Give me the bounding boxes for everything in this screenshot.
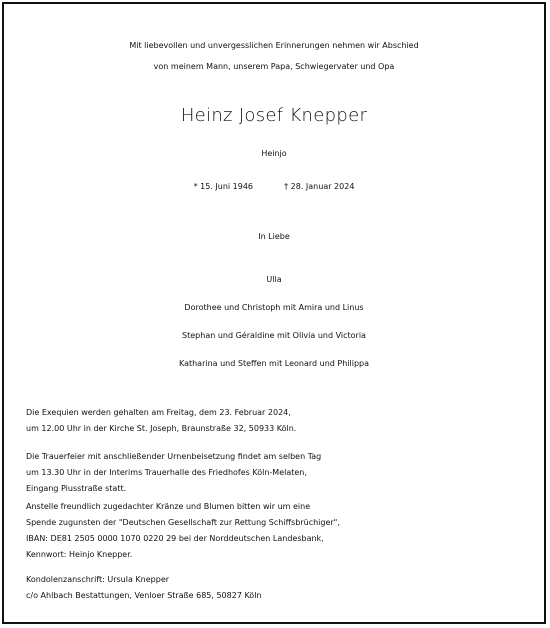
family-list <box>4 266 544 378</box>
donation-paragraph <box>26 499 526 563</box>
life-dates <box>4 182 544 191</box>
death-date: † 28. Januar 2024 <box>284 182 355 191</box>
deceased-name: Heinz Josef Knepper <box>180 105 368 126</box>
in-love-label: In Liebe <box>258 232 290 241</box>
intro-line: Mit liebevollen und unvergesslichen Erinnerungen nehmen wir Abschied <box>129 41 419 50</box>
text-line: Die Exequien werden gehalten am Freitag, dem 23. Februar 2024, <box>26 408 291 417</box>
text-line: c/o Ahlbach Bestattungen, Venloer Straße 685, 50827 Köln <box>26 591 262 600</box>
text-line: IBAN: DE81 2505 0000 1070 0220 29 bei der Norddeutschen Landesbank, <box>26 534 324 543</box>
text-line: Anstelle freundlich zugedachter Kränze und Blumen bitten wir um eine <box>26 502 311 511</box>
intro-text <box>4 35 544 77</box>
condolence-address <box>26 572 526 604</box>
intro-line: von meinem Mann, unserem Papa, Schwiegervater und Opa <box>153 62 395 71</box>
text-line: Kondolenzanschrift: Ursula Knepper <box>26 575 170 584</box>
deceased-nickname: Heinjo <box>261 149 287 158</box>
text-line: um 12.00 Uhr in der Kirche St. Joseph, Braunstraße 32, 50933 Köln. <box>26 424 297 433</box>
obituary-notice <box>2 2 546 624</box>
text-line: um 13.30 Uhr in der Interims Trauerhalle des Friedhofes Köln-Melaten, <box>26 468 307 477</box>
family-line: Katharina und Steffen mit Leonard und Philippa <box>178 359 370 368</box>
text-line: Eingang Piusstraße statt. <box>26 484 127 493</box>
text-line: Spende zugunsten der "Deutschen Gesellschaft zur Rettung Schiffsbrüchiger", <box>26 518 340 527</box>
family-line: Stephan und Géraldine mit Olivia und Victoria <box>182 331 366 340</box>
family-line: Dorothee und Christoph mit Amira und Linus <box>184 303 364 312</box>
text-line: Kennwort: Heinjo Knepper. <box>26 550 133 559</box>
family-line: Ulla <box>266 275 282 284</box>
birth-date: * 15. Juni 1946 <box>193 182 254 191</box>
exequien-paragraph <box>26 405 526 437</box>
trauerfeier-paragraph <box>26 449 526 497</box>
text-line: Die Trauerfeier mit anschließender Urnenbeisetzung findet am selben Tag <box>26 452 322 461</box>
